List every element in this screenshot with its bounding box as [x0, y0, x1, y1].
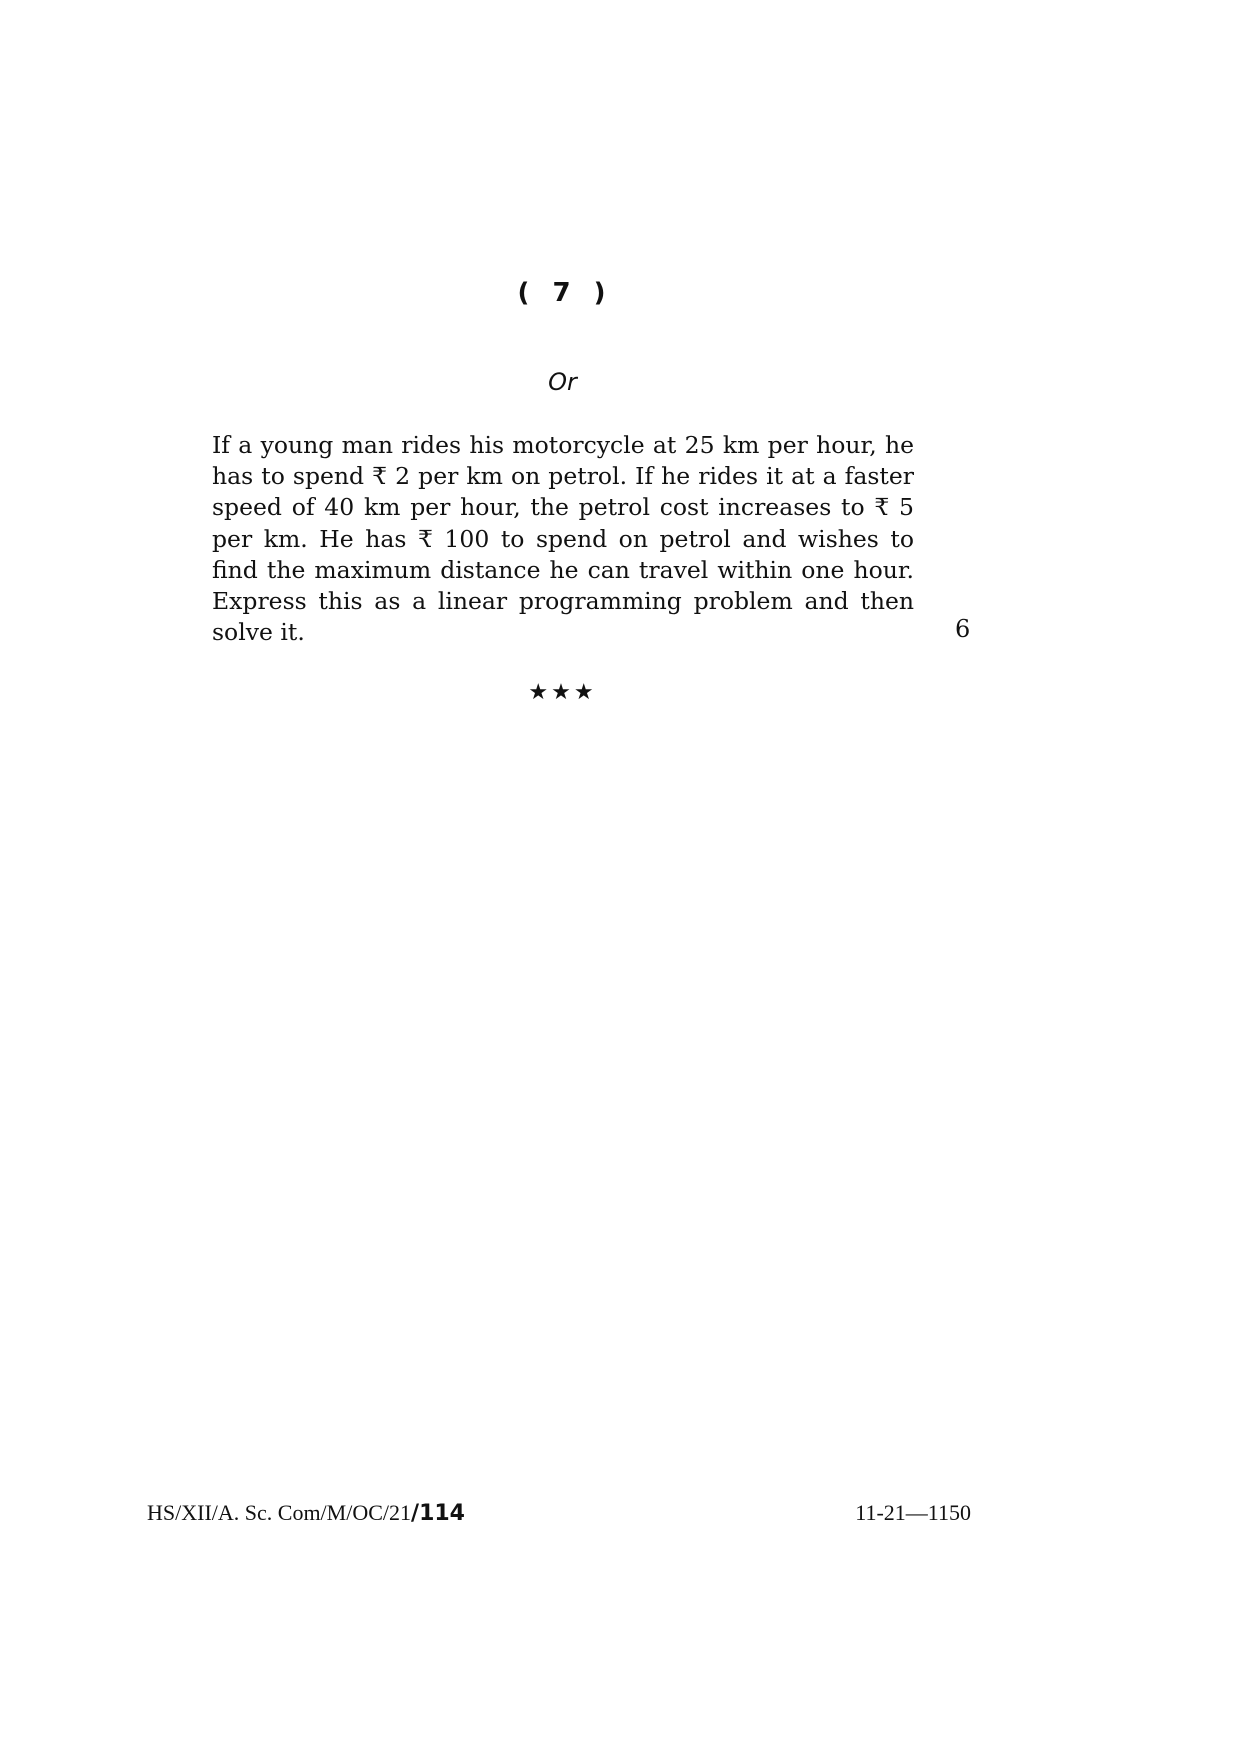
end-of-paper-stars: ★★★ [528, 680, 597, 705]
footer-paper-code [147, 1500, 465, 1526]
footer-print-code: 11-21—1150 [855, 1500, 971, 1525]
footer-code-prefix: HS/XII/A. Sc. Com/M/OC/21 [147, 1500, 412, 1525]
footer-code-series: /114 [411, 1501, 465, 1526]
page-number: ( 7 ) [517, 278, 608, 308]
or-label: Or [548, 368, 577, 396]
marks-label: 6 [955, 615, 971, 643]
question-text: If a young man rides his motorcycle at 25 km per hour, he has to spend ₹ 2 per km on petrol. If he rides it at a faster speed of 40 km per hour, the petrol cost increases to ₹ 5 per km. He has ₹ 100 to spend on petrol and wishes to find the maximum distance he can travel within one hour. Express this as a linear programming problem and then solve it. [212, 431, 914, 647]
